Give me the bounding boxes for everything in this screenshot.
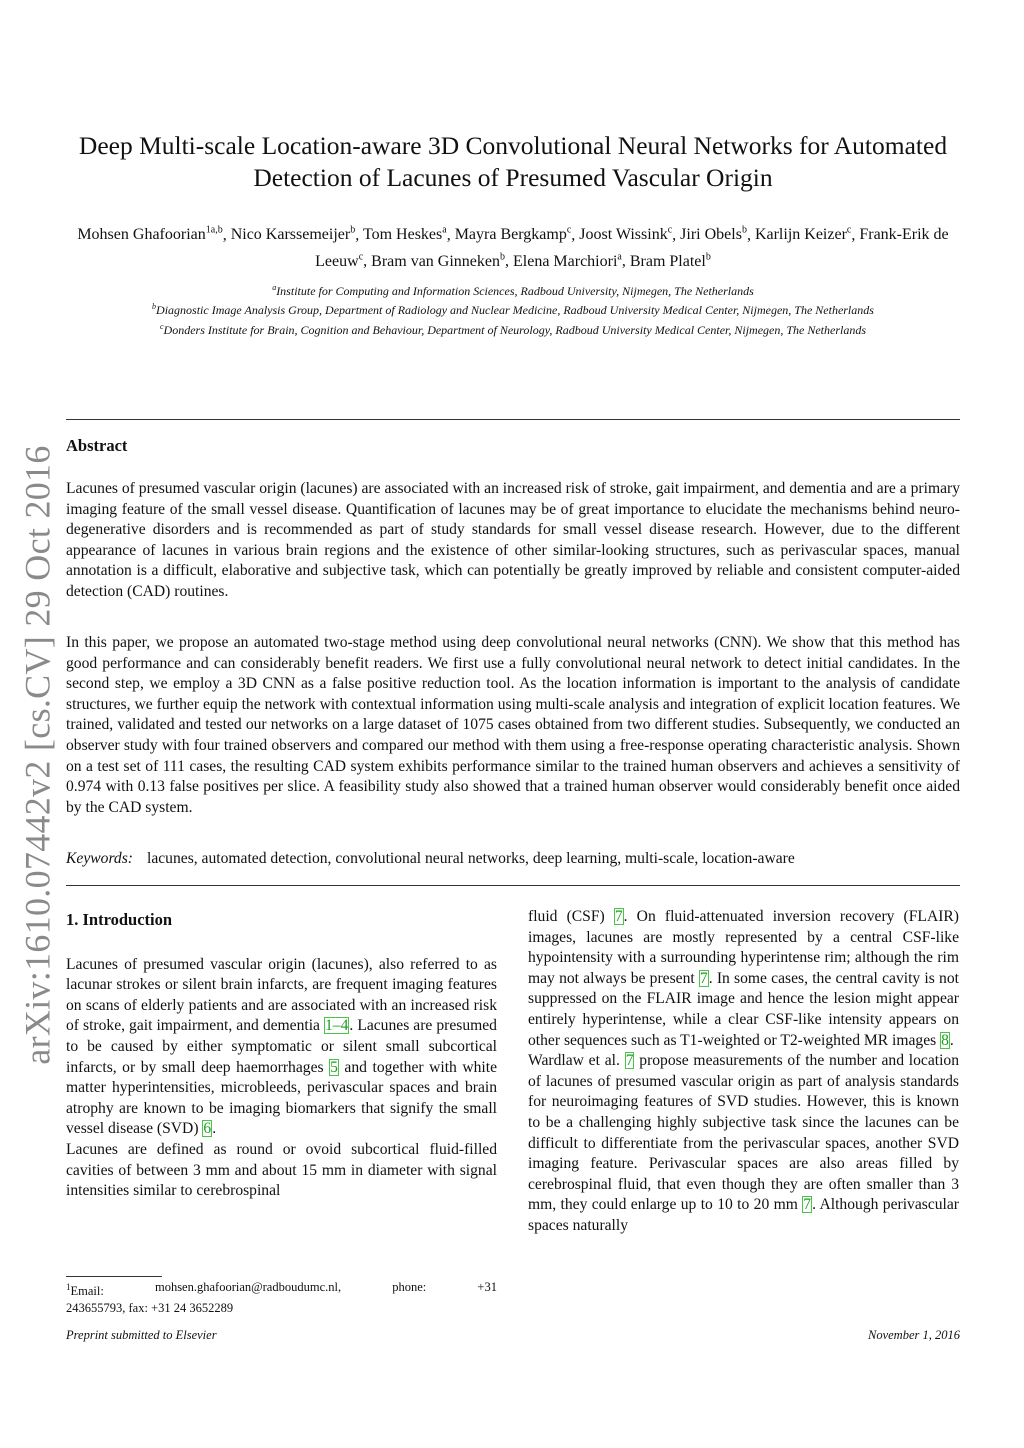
paragraph-text: . In some cases, the central cavity is not suppressed on the FLAIR image and hence the lesion might appear entirely hyperintense, while a clear CSF-like intensity appears on other sequences such as T1-weighted or T2-weighted MR images xyxy=(528,969,959,1049)
author-list: Mohsen Ghafoorian$^{1a,b}$, Nico Karssemeijer$^b$, Tom Heskes$^a$, Mayra Bergkamp$^c$, Joost Wissink$^c$, Jiri Obels$^b$, Karlijn Keizer$^c$, Frank-Erik de Leeuw$^c$, Bram van Ginneken$^b$, Elena Marchiori$^a$, Bram Platel$^b$ xyxy=(77,225,949,270)
author-name: Jiri Obels xyxy=(680,226,742,244)
right-column xyxy=(528,907,959,1237)
author-affiliation-mark: c xyxy=(667,225,673,236)
arxiv-id: arXiv:1610.07442v2 [cs.CV] 29 Oct 2016 xyxy=(18,445,59,1065)
author xyxy=(363,226,447,243)
author xyxy=(231,226,356,243)
author xyxy=(371,253,505,270)
author-name: Tom Heskes xyxy=(362,226,443,244)
paper-title: Deep Multi-scale Location-aware 3D Convolutional Neural Networks for Automated Detection of Lacunes of Presumed Vascular Origin xyxy=(78,131,948,192)
intro-paragraph-2: Lacunes are defined as round or ovoid subcortical fluid-filled cavities of between 3 mm and about 15 mm in diameter with signal intensities similar to cerebrospinal xyxy=(66,1140,497,1200)
affiliation xyxy=(66,299,960,318)
author-affiliation-mark: c xyxy=(846,225,852,236)
author-name: Bram Platel xyxy=(629,252,706,270)
arxiv-stamp xyxy=(8,445,68,1065)
citation-link[interactable]: 5 xyxy=(330,1058,338,1076)
paragraph-text: propose measurements of the number and location of lacunes of presumed vascular origin as part of analysis standards for neuroimaging features of SVD studies. However, this is known to be a challenging highly subjective task since the lacunes can be difficult to differentiate from the perivascular spaces, another SVD imaging feature. Perivascular spaces are also areas filled by cerebrospinal fluid, that even though they are often smaller than 3 mm, they could enlarge up to 10 to 20 mm xyxy=(528,1052,960,1214)
author xyxy=(630,253,711,270)
citation-link[interactable]: 6 xyxy=(203,1120,212,1138)
citation-link[interactable]: 8 xyxy=(941,1031,949,1049)
author-affiliation-mark: 1a,b xyxy=(205,225,223,236)
author-name: Frank-Erik de Leeuw xyxy=(315,226,949,270)
paragraph-text: . Although perivascular spaces naturally xyxy=(528,1196,959,1234)
paragraph-text: . xyxy=(949,1031,954,1049)
affiliation xyxy=(66,319,960,338)
footnote-phone-label: phone: xyxy=(392,1280,427,1294)
paragraph-text: and together with white matter hyperintensities, microbleeds, perivascular spaces and brain atrophy are known to be imaging biomarkers that signify the small vessel disease (SVD) xyxy=(66,1058,497,1138)
author-name: Karlijn Keizer xyxy=(754,226,847,244)
citation-link[interactable]: 7 xyxy=(699,969,708,987)
affiliation-mark: b xyxy=(152,302,157,312)
footnote xyxy=(66,1279,497,1317)
author-name: Elena Marchiori xyxy=(513,252,618,270)
author-affiliation-mark: b xyxy=(705,251,711,263)
author-name: Nico Karssemeijer xyxy=(230,226,351,244)
author xyxy=(755,226,851,243)
abstract-paragraph-1: Lacunes of presumed vascular origin (lacunes) are associated with an increased risk of stroke, gait impairment, and dementia and are a primary imaging feature of the small vessel disease. Quantification of lacunes may be of great importance to elucidate the mechanisms behind neuro-degenerative disorders and is recommended as part of study standards for small vessel disease research. However, due to the different appearance of lacunes in various brain regions and the existence of other similar-looking structures, such as perivascular spaces, manual annotation is a difficult, elaborative and subjective task, which can potentially be greatly improved by reliable and consistent computer-aided detection (CAD) routines. xyxy=(66,480,960,600)
affiliations xyxy=(66,280,960,338)
citation-link[interactable]: 1–4 xyxy=(325,1017,349,1035)
citation-link[interactable]: 7 xyxy=(614,908,623,925)
author-affiliation-mark: a xyxy=(617,251,622,263)
author xyxy=(579,226,672,243)
abstract-heading: Abstract xyxy=(66,436,128,455)
footnote-line-2: 243655793, fax: +31 24 3652289 xyxy=(66,1301,234,1316)
author xyxy=(513,253,622,270)
author-affiliation-mark: a xyxy=(442,225,447,236)
citation-link[interactable]: 7 xyxy=(803,1196,812,1214)
author-affiliation-mark: c xyxy=(358,251,364,263)
author-affiliation-mark: b xyxy=(741,225,747,236)
keywords-text: lacunes, automated detection, convolutional neural networks, deep learning, multi-scale, location-aware xyxy=(147,850,795,867)
footnote-phone-prefix: +31 xyxy=(477,1280,497,1294)
keywords xyxy=(66,849,960,870)
affiliation-text: Diagnostic Image Analysis Group, Department of Radiology and Nuclear Medicine, Radboud University Medical Center, Nijmegen, The Netherlands xyxy=(156,303,874,318)
paragraph-text: . Lacunes are presumed to be caused by either symptomatic or silent small subcortical infarcts, or by small deep haemorrhages xyxy=(66,1017,497,1076)
keywords-rule xyxy=(66,885,960,886)
paragraph-text: fluid (CSF) xyxy=(528,908,614,925)
footnote-email-label: Email: xyxy=(70,1284,104,1299)
paragraph-text: . xyxy=(212,1120,217,1138)
intro-paragraph-3 xyxy=(528,907,959,1051)
citation-link[interactable]: 7 xyxy=(625,1052,634,1070)
affiliation xyxy=(66,280,960,299)
footnote-rule xyxy=(66,1276,162,1277)
author-name: Mayra Bergkamp xyxy=(454,226,567,244)
author-affiliation-mark: b xyxy=(500,251,505,263)
paragraph-text: . On fluid-attenuated inversion recovery (FLAIR) images, lacunes are mostly represented by a central CSF-like hypointensity with a surrounding hyperintense rim; although the rim may not always be present xyxy=(528,908,959,987)
intro-paragraph-1 xyxy=(66,955,497,1140)
author xyxy=(680,226,747,243)
keywords-label: Keywords: xyxy=(66,850,133,867)
footnote-mark: 1 xyxy=(66,1282,71,1292)
paragraph-text: Wardlaw et al. xyxy=(528,1052,625,1070)
footnote-email[interactable]: mohsen.ghafoorian@radboudumc.nl, xyxy=(154,1280,342,1294)
affiliation-text: Donders Institute for Brain, Cognition and Behaviour, Department of Neurology, Radboud University Medical Center, Nijmegen, The Netherlands xyxy=(163,322,867,337)
author-name: Mohsen Ghafoorian xyxy=(77,226,206,244)
preprint-note: Preprint submitted to Elsevier xyxy=(66,1328,217,1342)
left-column xyxy=(66,907,497,1202)
preprint-date: November 1, 2016 xyxy=(868,1328,960,1342)
affiliation-mark: c xyxy=(159,321,164,331)
affiliation-text: Institute for Computing and Information Sciences, Radboud University, Nijmegen, The Netherlands xyxy=(276,284,754,298)
author-affiliation-mark: c xyxy=(566,225,572,236)
author-name: Bram van Ginneken xyxy=(371,252,500,270)
paragraph-text: Lacunes of presumed vascular origin (lacunes), also referred to as lacunar strokes or silent brain infarcts, are frequent imaging features on scans of elderly patients and are associated with an increased risk of stroke, gait impairment, and dementia xyxy=(66,955,497,1035)
top-rule xyxy=(66,419,960,420)
abstract-paragraph-2: In this paper, we propose an automated two-stage method using deep convolutional neural networks (CNN). We show that this method has good performance and can considerably benefit readers. We first use a fully convolutional neural network to detect initial candidates. In the second step, we employ a 3D CNN as a false positive reduction tool. As the location information is important to the analysis of candidate structures, we further equip the network with contextual information using multi-scale analysis and integration of explicit location features. We trained, validated and tested our networks on a large dataset of 1075 cases obtained from two different studies. Subsequently, we conducted an observer study with four trained observers and compared our method with them using a free-response operating characteristic analysis. Shown on a test set of 111 cases, the resulting CAD system exhibits performance similar to the trained human observers and achieves a sensitivity of 0.974 with 0.13 false positives per slice. A feasibility study also showed that a trained human observer would considerably benefit once aided by the CAD system. xyxy=(66,634,960,816)
author xyxy=(455,226,572,243)
intro-paragraph-4 xyxy=(528,1051,959,1236)
affiliation-mark: a xyxy=(272,283,277,292)
author-affiliation-mark: b xyxy=(350,225,356,236)
author xyxy=(77,226,222,243)
section-heading-introduction: 1. Introduction xyxy=(66,910,173,929)
author-name: Joost Wissink xyxy=(579,226,668,244)
